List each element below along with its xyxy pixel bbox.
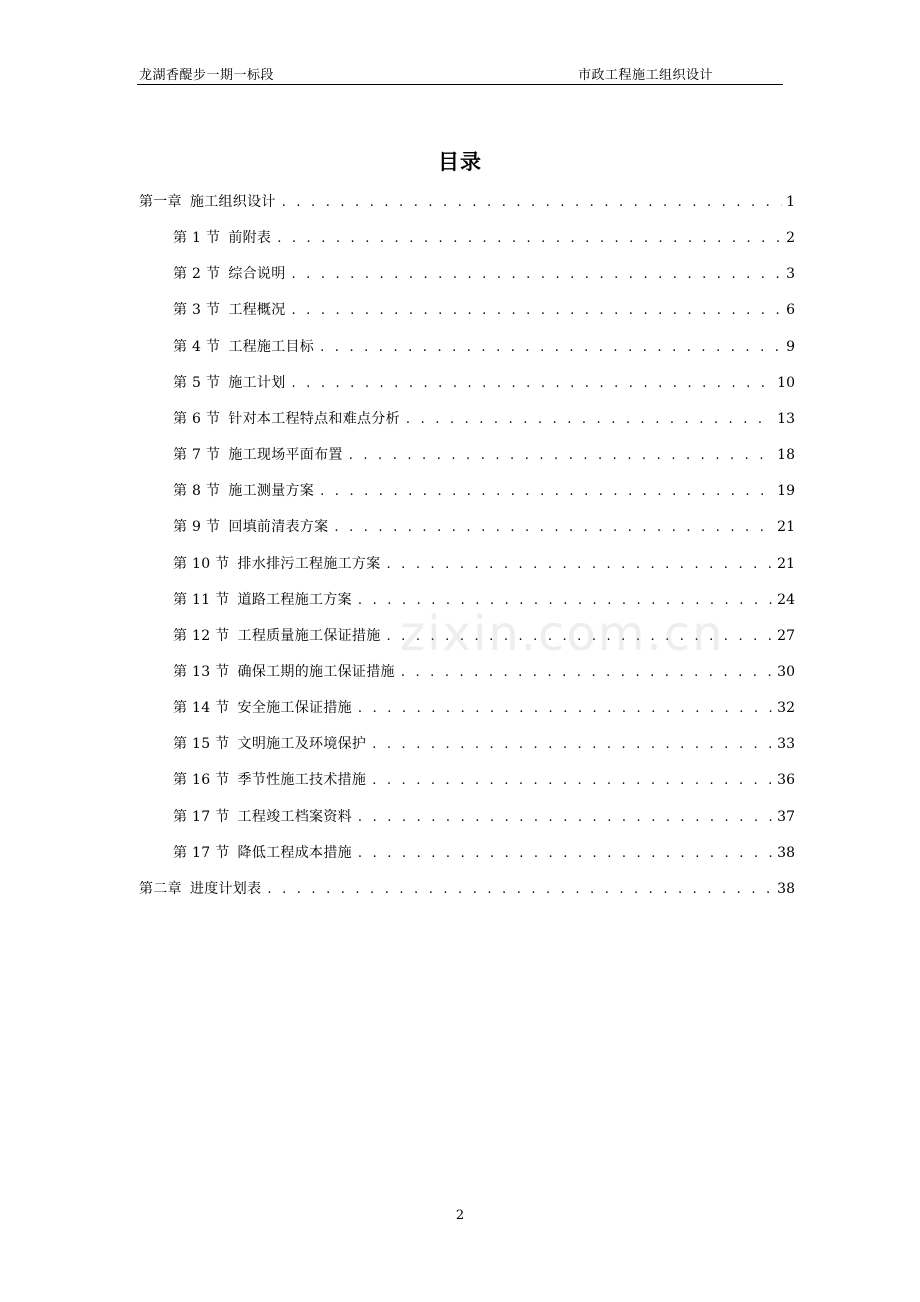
toc-entry-label: [173, 410, 400, 428]
toc-dot-leader: [292, 375, 774, 393]
toc-entry-label: [173, 265, 286, 283]
toc-entry-number: 第 3 节: [173, 302, 221, 319]
toc-dot-leader: [401, 664, 773, 682]
toc-entry-page: 1: [786, 194, 795, 210]
toc-entry-label: [173, 518, 328, 536]
toc-dot-leader: [267, 881, 773, 899]
toc-dot-leader: [358, 845, 773, 863]
toc-entry-label: [173, 735, 366, 753]
toc-section-entry[interactable]: [173, 229, 795, 247]
toc-entry-title: 工程施工目标: [228, 338, 315, 355]
toc-entry-number: 第 1 节: [173, 230, 221, 247]
toc-entry-label: [173, 338, 314, 356]
toc-entry-title: 施工现场平面布置: [228, 447, 343, 464]
toc-entry-page: 24: [777, 591, 795, 608]
toc-entry-page: 19: [777, 483, 795, 500]
toc-section-entry[interactable]: [173, 699, 795, 717]
toc-entry-page: 36: [777, 772, 795, 789]
toc-entry-number: 第一章: [139, 194, 182, 210]
toc-entry-number: 第 4 节: [173, 338, 221, 355]
toc-entry-title: 道路工程施工方案: [237, 591, 352, 608]
toc-entry-label: [173, 844, 352, 862]
toc-dot-leader: [358, 592, 773, 610]
toc-section-entry[interactable]: [173, 555, 795, 573]
toc-entry-page: 18: [777, 447, 795, 464]
toc-entry-number: 第 11 节: [173, 591, 230, 608]
toc-entry-title: 确保工期的施工保证措施: [237, 663, 395, 680]
toc-dot-leader: [358, 700, 773, 718]
toc-dot-leader: [292, 266, 783, 284]
toc-entry-number: 第 14 节: [173, 700, 230, 717]
toc-section-entry[interactable]: [173, 482, 795, 500]
toc-entry-number: 第 7 节: [173, 447, 221, 464]
toc-entry-title: 施工组织设计: [189, 194, 276, 210]
toc-entry-number: 第 2 节: [173, 266, 221, 283]
toc-entry-title: 回填前清表方案: [228, 519, 329, 536]
toc-entry-title: 综合说明: [228, 266, 286, 283]
toc-entry-number: 第二章: [139, 880, 182, 897]
toc-entry-page: 33: [777, 736, 795, 753]
toc-entry-title: 文明施工及环境保护: [237, 736, 367, 753]
toc-entry-page: 2: [786, 230, 795, 247]
toc-entry-page: 38: [777, 844, 795, 861]
toc-section-entry[interactable]: [173, 518, 795, 536]
toc-dot-leader: [387, 556, 774, 574]
toc-section-entry[interactable]: [173, 808, 795, 826]
toc-entry-label: [173, 771, 366, 789]
toc-section-entry[interactable]: [173, 338, 795, 356]
toc-dot-leader: [358, 809, 773, 827]
page-title: 目录: [438, 150, 482, 174]
toc-entry-number: 第 16 节: [173, 772, 230, 789]
toc-dot-leader: [372, 772, 773, 790]
toc-entry-title: 排水排污工程施工方案: [237, 555, 381, 572]
header-left-text: 龙湖香醍步一期一标段: [139, 68, 275, 83]
toc-dot-leader: [277, 230, 782, 248]
toc-entry-page: 27: [777, 627, 795, 644]
toc-section-entry[interactable]: [173, 771, 795, 789]
toc-entry-title: 工程概况: [228, 302, 286, 319]
toc-dot-leader: [372, 736, 773, 754]
toc-entry-label: [173, 301, 286, 319]
toc-entry-label: [173, 374, 286, 392]
toc-entry-page: 38: [777, 880, 795, 897]
toc-entry-label: [173, 627, 381, 645]
toc-entry-label: [173, 446, 343, 464]
toc-dot-leader: [387, 628, 774, 646]
toc-entry-number: 第 15 节: [173, 736, 230, 753]
toc-entry-page: 6: [786, 302, 795, 319]
toc-entry-title: 针对本工程特点和难点分析: [228, 410, 400, 427]
toc-section-entry[interactable]: [173, 663, 795, 681]
watermark: zixin.com.cn: [400, 606, 725, 662]
toc-entry-label: [173, 699, 352, 717]
toc-section-entry[interactable]: [173, 265, 795, 283]
toc-entry-page: 32: [777, 700, 795, 717]
toc-entry-number: 第 17 节: [173, 844, 230, 861]
toc-entry-number: 第 8 节: [173, 483, 221, 500]
toc-section-entry[interactable]: [173, 446, 795, 464]
toc-section-entry[interactable]: [173, 591, 795, 609]
toc-entry-page: 10: [777, 374, 795, 391]
toc-section-entry[interactable]: [173, 410, 795, 428]
toc-entry-title: 施工测量方案: [228, 483, 315, 500]
toc-entry-number: 第 13 节: [173, 663, 230, 680]
toc-entry-label: [173, 663, 395, 681]
header-divider: [137, 84, 783, 85]
toc-entry-title: 进度计划表: [189, 880, 262, 897]
toc-section-entry[interactable]: [173, 301, 795, 319]
toc-entry-number: 第 5 节: [173, 374, 221, 391]
toc-dot-leader: [292, 302, 783, 320]
toc-section-entry[interactable]: [173, 627, 795, 645]
toc-entry-number: 第 9 节: [173, 519, 221, 536]
toc-dot-leader: [334, 519, 773, 537]
toc-entry-label: [173, 482, 314, 500]
toc-entry-page: 13: [777, 410, 795, 427]
toc-entry-number: 第 10 节: [173, 555, 230, 572]
toc-entry-title: 季节性施工技术措施: [237, 772, 367, 789]
toc-entry-title: 施工计划: [228, 374, 286, 391]
toc-entry-label: [139, 193, 276, 211]
toc-entry-label: [173, 555, 381, 573]
toc-entry-page: 21: [777, 519, 795, 536]
toc-entry-label: [173, 808, 352, 826]
toc-entry-page: 21: [777, 555, 795, 572]
toc-chapter-entry[interactable]: [139, 880, 795, 898]
toc-entry-number: 第 17 节: [173, 808, 230, 825]
toc-section-entry[interactable]: [173, 374, 795, 392]
toc-entry-title: 前附表: [228, 230, 272, 247]
toc-dot-leader: [320, 483, 773, 501]
toc-dot-leader: [349, 447, 773, 465]
toc-chapter-entry[interactable]: [139, 193, 795, 211]
toc-entry-label: [173, 591, 352, 609]
page-number: 2: [455, 1208, 465, 1223]
toc-entry-label: [173, 229, 271, 247]
toc-entry-page: 3: [786, 266, 795, 283]
toc-entry-title: 工程竣工档案资料: [237, 808, 352, 825]
toc-entry-page: 30: [777, 663, 795, 680]
toc-entry-label: [139, 880, 261, 898]
toc-entry-title: 降低工程成本措施: [237, 844, 352, 861]
toc-entry-page: 37: [777, 808, 795, 825]
toc-dot-leader: [406, 411, 773, 429]
toc-entry-number: 第 12 节: [173, 627, 230, 644]
toc-dot-leader: [282, 194, 782, 212]
toc-entry-page: 9: [786, 338, 795, 355]
toc-entry-number: 第 6 节: [173, 410, 221, 427]
toc-section-entry[interactable]: [173, 735, 795, 753]
toc-entry-title: 安全施工保证措施: [237, 700, 352, 717]
toc-dot-leader: [320, 339, 782, 357]
toc-entry-title: 工程质量施工保证措施: [237, 627, 381, 644]
header-right-text: 市政工程施工组织设计: [578, 68, 714, 83]
toc-section-entry[interactable]: [173, 844, 795, 862]
